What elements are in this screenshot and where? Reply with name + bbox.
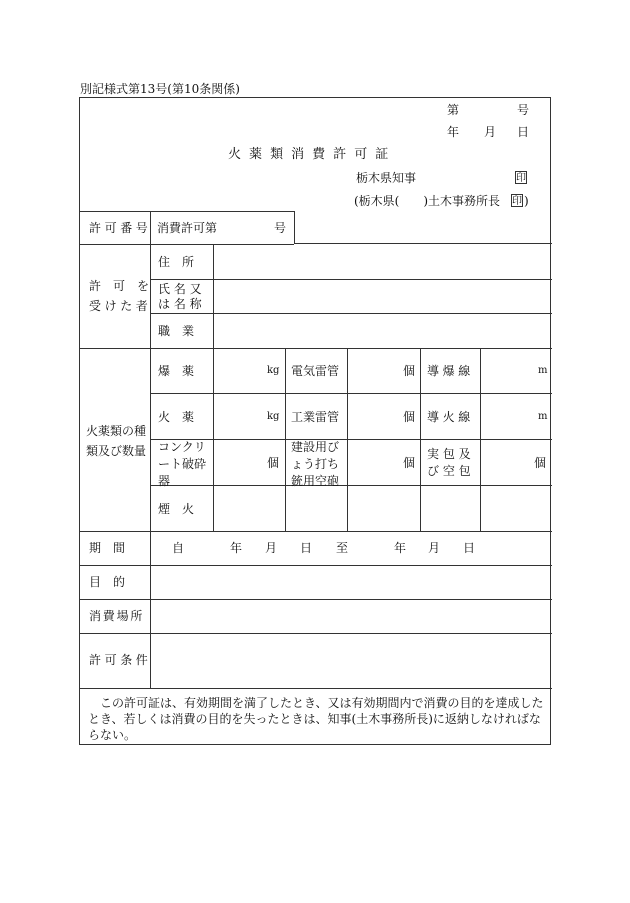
exp-r3-item1-line2: ート破砕 xyxy=(158,457,207,471)
rule-exp-row3 xyxy=(150,485,552,486)
exp-r2-item2: 工業雷管 xyxy=(291,410,340,424)
date-month: 月 xyxy=(484,125,497,139)
number-suffix: 号 xyxy=(517,103,530,117)
exp-r3-item2-line3: 銃用空砲 xyxy=(291,474,340,488)
period-to: 至 xyxy=(336,541,349,555)
rule-header-short xyxy=(80,211,294,212)
exp-r3-item3 xyxy=(427,446,471,480)
period-day1: 日 xyxy=(300,541,313,555)
period-year2: 年 xyxy=(394,541,407,555)
name-label-line1: 氏 名 又 xyxy=(158,282,202,296)
occupation-label: 職 業 xyxy=(158,324,195,338)
exp-r2-unit2: 個 xyxy=(403,410,416,424)
exp-r3-unit1: 個 xyxy=(267,456,280,470)
period-year1: 年 xyxy=(230,541,243,555)
exp-r1-unit2: 個 xyxy=(403,364,416,378)
exp-r3-item2 xyxy=(291,439,339,490)
rule-permit-number-end xyxy=(294,211,295,244)
rule-conditions xyxy=(80,688,552,689)
rule-permittee-sub xyxy=(213,244,214,348)
exp-r3-item1-line1: コンクリ xyxy=(158,440,206,454)
permit-number-label: 許可番号 xyxy=(89,221,152,235)
location-label: 消費場所 xyxy=(89,609,145,623)
rule-exp-col1 xyxy=(213,348,214,531)
rule-exp-col4 xyxy=(420,348,421,531)
exp-r3-item1-line3: 器 xyxy=(158,474,171,488)
exp-r2-item3: 導火線 xyxy=(427,410,474,424)
permit-number-suffix: 号 xyxy=(274,221,287,235)
name-label-line2: は 名 称 xyxy=(158,297,202,311)
period-month1: 月 xyxy=(265,541,278,555)
exp-r3-item2-line2: ょう打ち xyxy=(291,457,340,471)
exp-r2-unit3: m xyxy=(538,411,548,422)
exp-r3-item3-line2: び 空 包 xyxy=(427,464,471,478)
permittee-label-line2: 受けた者 xyxy=(89,299,152,313)
exp-r1-unit1: kg xyxy=(267,365,280,376)
exp-r3-unit2: 個 xyxy=(403,456,416,470)
explosives-label-line1: 火薬類の種 xyxy=(86,424,147,438)
seal-office: 印 xyxy=(512,196,522,207)
period-month2: 月 xyxy=(428,541,441,555)
rule-exp-row1 xyxy=(150,393,552,394)
date-day: 日 xyxy=(517,125,530,139)
rule-name xyxy=(150,313,552,314)
exp-r4-item1: 煙 火 xyxy=(158,502,195,516)
rule-header-long xyxy=(294,243,552,244)
period-day2: 日 xyxy=(463,541,476,555)
date-year: 年 xyxy=(447,125,460,139)
exp-r1-item2: 電気雷管 xyxy=(291,364,340,378)
period-label: 期 間 xyxy=(89,541,126,555)
exp-r2-unit1: kg xyxy=(267,411,280,422)
exp-r2-item1: 火 薬 xyxy=(158,410,195,424)
exp-r3-item2-line1: 建設用び xyxy=(291,440,340,454)
period-from: 自 xyxy=(172,541,185,555)
exp-r3-unit3: 個 xyxy=(534,456,547,470)
return-notice: この許可証は、有効期間を満了したとき、又は有効期間内で消費の目的を達成したとき、若しくは消費の目的を失ったときは、知事(土木事務所長)に返納しなければならない。 xyxy=(88,696,544,742)
rule-permit-number xyxy=(80,244,294,245)
issuer-office-close: ) xyxy=(524,194,529,208)
issuer-governor: 栃木県知事 xyxy=(356,171,417,185)
permit-form xyxy=(79,97,551,745)
rule-exp-col3 xyxy=(347,348,348,531)
explosives-label-line2: 類及び数量 xyxy=(86,444,147,458)
rule-exp-row2 xyxy=(150,439,552,440)
permittee-label-line1: 許 可 を xyxy=(89,279,150,293)
conditions-label: 許可条件 xyxy=(89,653,152,667)
exp-r1-item1: 爆 薬 xyxy=(158,364,195,378)
document-title: 火 薬 類 消 費 許 可 証 xyxy=(228,147,391,162)
rule-exp-col2 xyxy=(285,348,286,531)
rule-exp-col5 xyxy=(480,348,481,531)
rule-label-column xyxy=(150,211,151,688)
purpose-label: 目 的 xyxy=(89,575,126,589)
seal-governor: 印 xyxy=(516,173,526,184)
permit-number-prefix: 消費許可第 xyxy=(157,221,218,235)
issuer-office: (栃木県( )土木事務所長 xyxy=(354,194,501,208)
number-prefix: 第 xyxy=(447,103,460,117)
form-label: 別記様式第13号(第10条関係) xyxy=(80,82,240,96)
address-label: 住 所 xyxy=(158,255,195,269)
exp-r1-unit3: m xyxy=(538,365,548,376)
rule-address xyxy=(150,279,552,280)
exp-r3-item3-line1: 実 包 及 xyxy=(427,447,471,461)
exp-r3-item1 xyxy=(158,439,206,490)
exp-r1-item3: 導爆線 xyxy=(427,364,474,378)
